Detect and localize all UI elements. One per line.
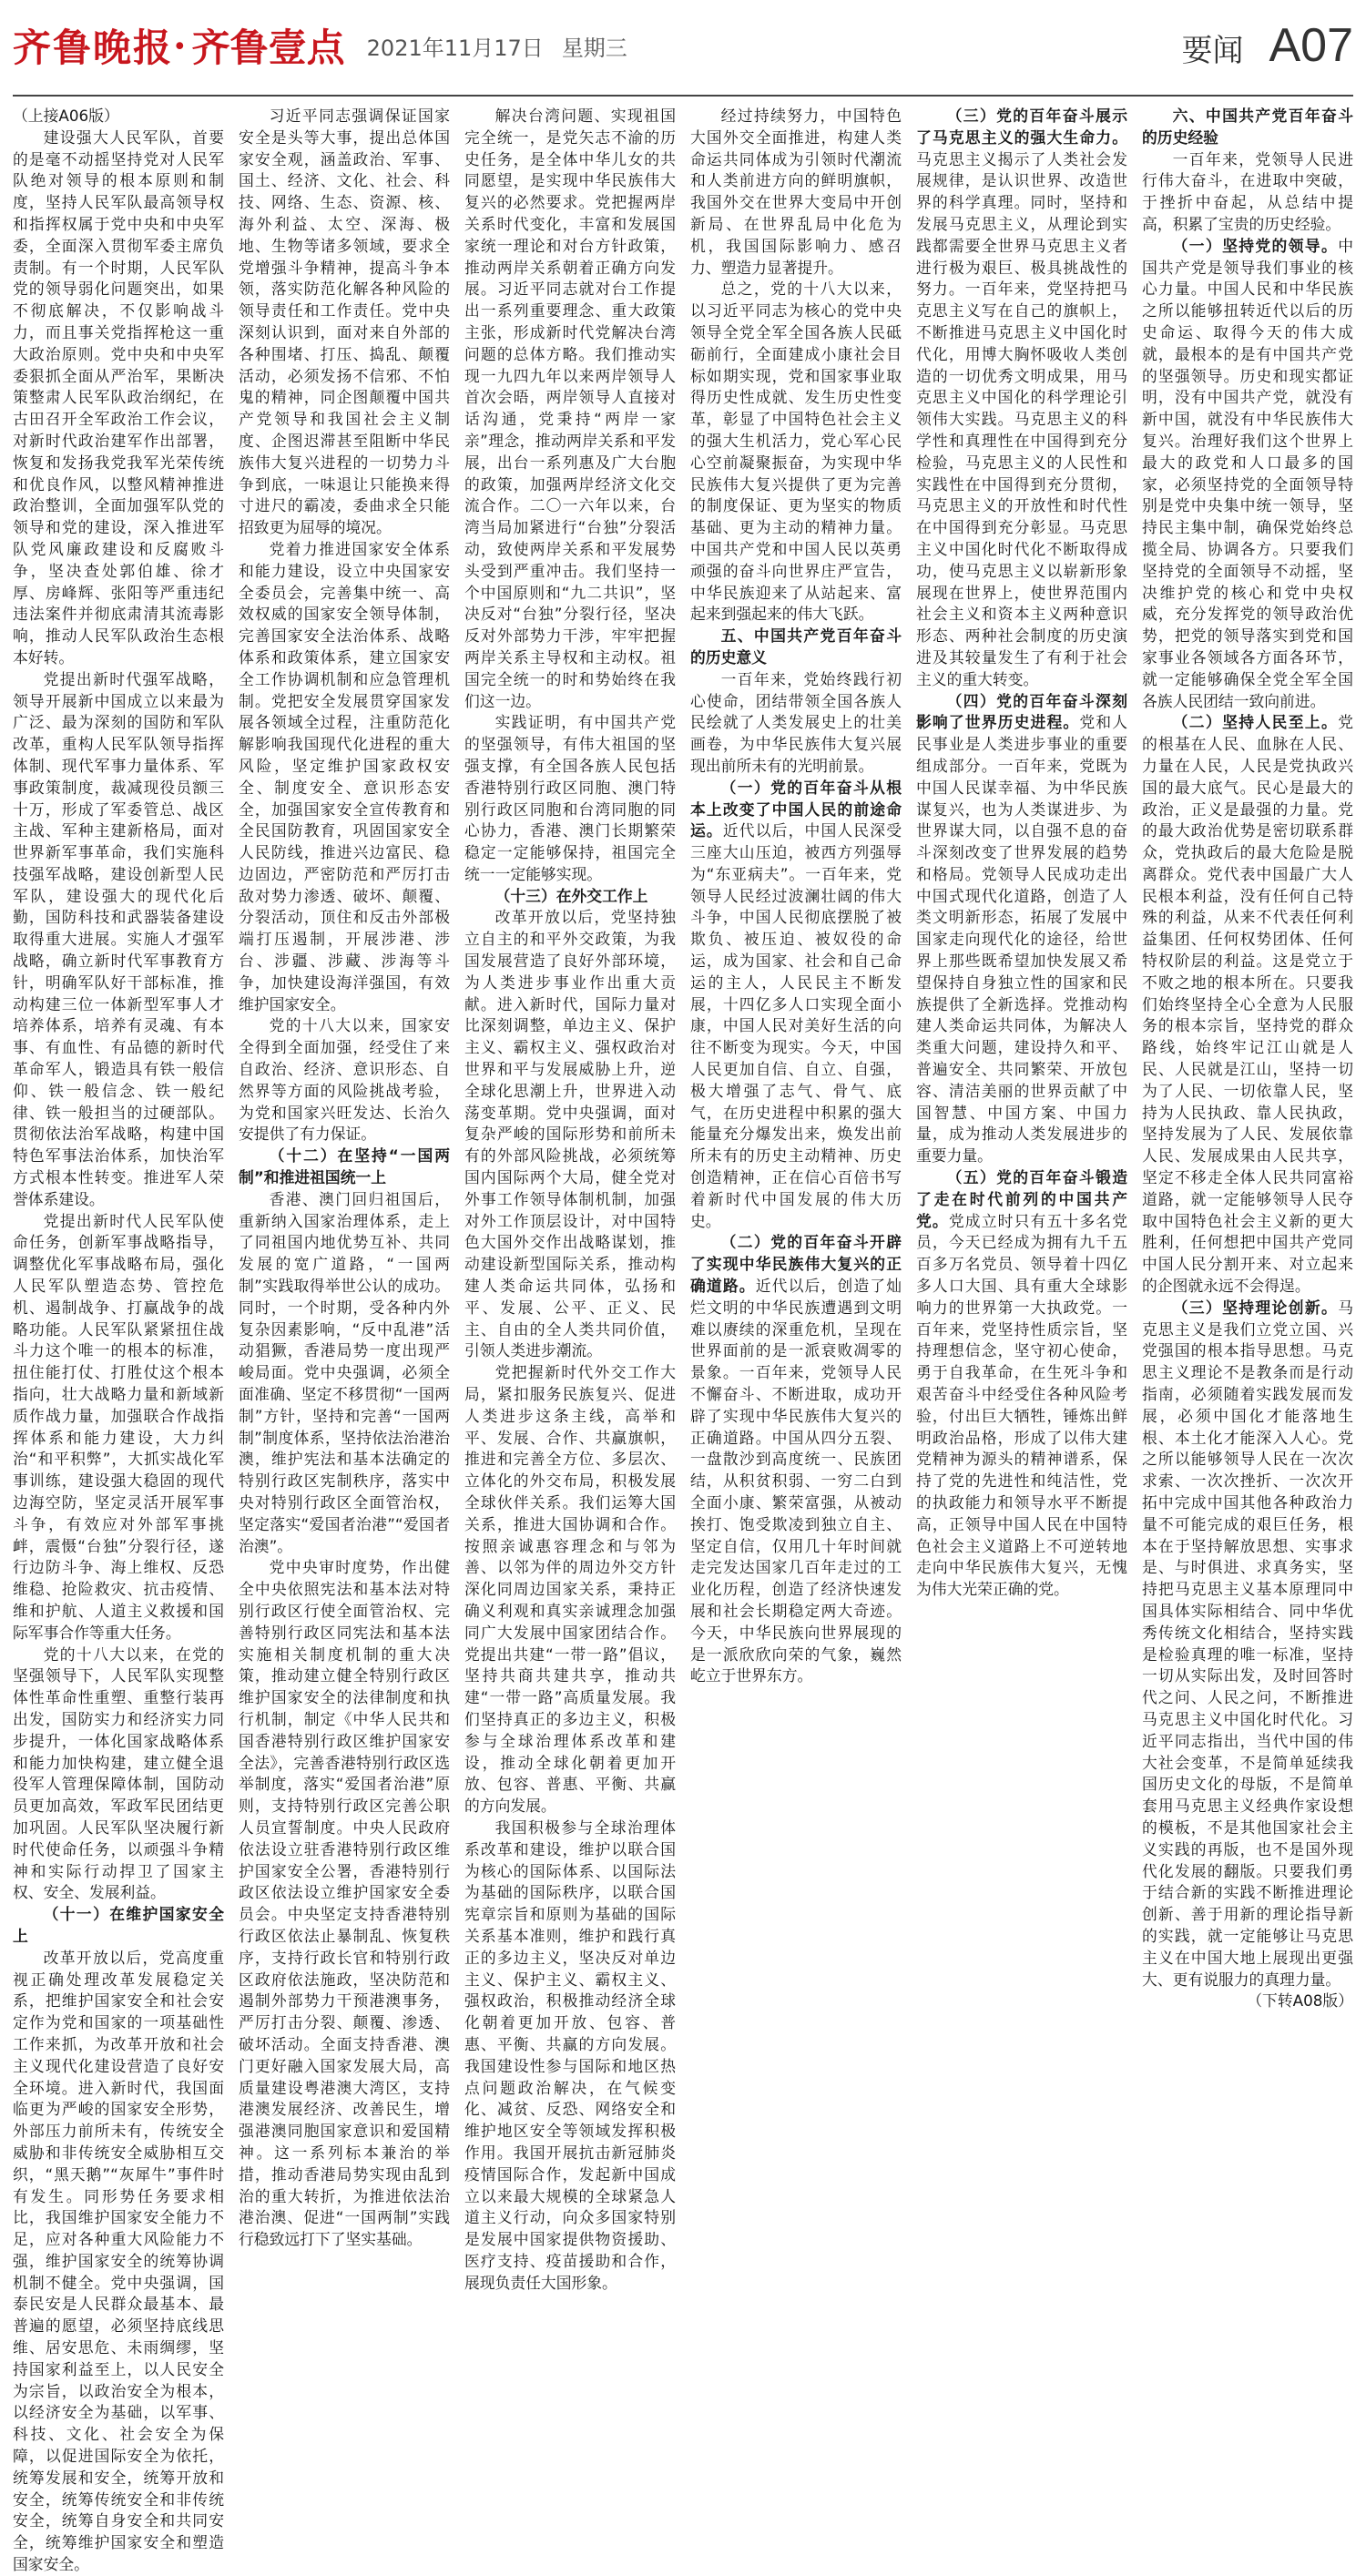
section-header bbox=[1181, 18, 1353, 73]
paragraph: 我国积极参与全球治理体系改革和建设，维护以联合国为核心的国际体系、以国际法为基础的国际秩序，以联合国宪章宗旨和原则为基础的国际关系基本准则，维护和践行真正的多边主义，坚决反对单边主义、保护主义、霸权主义、强权政治，积极推动经济全球化朝着更加开放、包容、普惠、平衡、共赢的方向发展。我国建设性参与国际和地区热点问题政治解决，在气候变化、减贫、反恐、网络安全和维护地区安全等领域发挥积极作用。我国开展抗击新冠肺炎疫情国际合作，发起新中国成立以来最大规模的全球紧急人道主义行动，向众多国家特别是发展中国家提供物资援助、医疗支持、疫苗援助和合作，展现负责任大国形象。 bbox=[464, 1817, 676, 2292]
paragraph: 建设强大人民军队，首要的是毫不动摇坚持党对人民军队绝对领导的根本原则和制度，坚持人民军队最高领导权和指挥权属于党中央和中央军委，全面深入贯彻军委主席负责制。有一个时期，人民军队党的领导弱化问题突出，如果不彻底解决，不仅影响战斗力，而且事关党指挥枪这一重大政治原则。党中央和中央军委狠抓全面从严治军，果断决策整肃人民军队政治纲纪，在古田召开全军政治工作会议，对新时代政治建军作出部署，恢复和发扬我党我军光荣传统和优良作风，以整风精神推进政治整训，全面加强军队党的领导和党的建设，深入推进军队党风廉政建设和反腐败斗争，坚决查处郭伯雄、徐才厚、房峰辉、张阳等严重违纪违法案件并彻底肃清其流毒影响，推动人民军队政治生态根本好转。 bbox=[13, 127, 224, 667]
subsection-body: 马克思主义揭示了人类社会发展规律，是认识世界、改造世界的科学真理。同时，坚持和发展马克思主义，从理论到实践都需要全世界马克思主义者进行极为艰巨、极具挑战性的努力。一百年来，党坚持把马克思主义写在自己的旗帜上，不断推进马克思主义中国化时代化，用博大胸怀吸收人类创造的一切优秀文明成果，用马克思主义中国化的科学理论引领伟大实践。马克思主义的科学性和真理性在中国得到充分检验，马克思主义的人民性和实践性在中国得到充分贯彻，马克思主义的开放性和时代性在中国得到充分彰显。马克思主义中国化时代化不断取得成功，使马克思主义以崭新形象展现在世界上，使世界范围内社会主义和资本主义两种意识形态、两种社会制度的历史演进及其较量发生了有利于社会主义的重大转变。 bbox=[916, 149, 1127, 688]
paragraph: 习近平同志强调保证国家安全是头等大事，提出总体国家安全观，涵盖政治、军事、国土、经济、文化、社会、科技、网络、生态、资源、核、海外利益、太空、深海、极地、生物等诸多领域，要求全党增强斗争精神，提高斗争本领，落实防范化解各种风险的领导责任和工作责任。党中央深刻认识到，面对来自外部的各种围堵、打压、捣乱、颠覆活动，必须发扬不信邪、不怕鬼的精神，同企图颠覆中国共产党领导和我国社会主义制度、企图迟滞甚至阻断中华民族伟大复兴进程的一切势力斗争到底，一味退让只能换来得寸进尺的霸凌，委曲求全只能招致更为屈辱的境况。 bbox=[239, 107, 450, 537]
continued-to: （下转A08版） bbox=[1247, 1991, 1353, 2011]
masthead bbox=[13, 0, 1353, 91]
paragraph: 党提出新时代人民军队使命任务，创新军事战略指导，调整优化军事战略布局，强化人民军队塑造态势、管控危机、遏制战争、打赢战争的战略功能。人民军队紧紧扭住战斗力这个唯一的根本的标准，扭住能打仗、打胜仗这个根本指向，壮大战略力量和新域新质作战力量，加强联合作战指挥体系和能力建设，大力纠治“和平积弊”，大抓实战化军事训练，建设强大稳固的现代边海空防，坚定灵活开展军事斗争，有效应对外部军事挑衅，震慑“台独”分裂行径，遂行边防斗争、海上维权、反恐维稳、抢险救灾、抗击疫情、维和护航、人道主义救援和国际军事合作等重大任务。 bbox=[13, 1211, 224, 1642]
column-1 bbox=[13, 106, 224, 2574]
continued-from: （上接A06版） bbox=[13, 107, 119, 125]
paragraph: 党提出新时代强军战略，领导开展新中国成立以来最为广泛、最为深刻的国防和军队改革，重构人民军队领导指挥体制、现代军事力量体系、军事政策制度，裁减现役员额三十万，形成了军委管总、战区主战、军种主建新格局，面对世界新军事革命，我们实施科技强军战略，建设创新型人民军队，建设强大的现代化后勤，国防科技和武器装备建设取得重大进展。实施人才强军战略，确立新时代军事教育方针，明确军队好干部标准，推动构建三位一体新型军事人才培养体系，培养有灵魂、有本事、有血性、有品德的新时代革命军人，锻造具有铁一般信仰、铁一般信念、铁一般纪律、铁一般担当的过硬部队。贯彻依法治军战略，构建中国特色军事法治体系，加快治军方式根本性转变。推进军人荣誉体系建设。 bbox=[13, 669, 224, 1208]
paragraph bbox=[690, 778, 902, 1233]
paragraph: 改革开放以后，党坚持独立自主的和平外交政策，为我国发展营造了良好外部环境，为人类进步事业作出重大贡献。进入新时代，国际力量对比深刻调整，单边主义、保护主义、霸权主义、强权政治对世界和平与发展威胁上升，逆全球化思潮上升，世界进入动荡变革期。党中央强调，面对复杂严峻的国际形势和前所未有的外部风险挑战，必须统筹国内国际两个大局，健全党对外事工作领导体制机制，加强对外工作顶层设计，对中国特色大国外交作出战略谋划，推动建设新型国际关系，推动构建人类命运共同体，弘扬和平、发展、公平、正义、民主、自由的全人类共同价值，引领人类进步潮流。 bbox=[464, 908, 676, 1360]
subsection-title: （一）党的百年奋斗从根本上改变了中国人民的前途命运。 bbox=[690, 778, 902, 840]
paragraph: 党中央审时度势，作出健全中央依照宪法和基本法对特别行政区行使全面管治权、完善特别行政区同宪法和基本法实施相关制度机制的重大决策，推动建立健全特别行政区维护国家安全的法律制度和执行机制，制定《中华人民共和国香港特别行政区维护国家安全法》，完善香港特别行政区选举制度，落实“爱国者治港”原则，支持特别行政区完善公职人员宣誓制度。中央人民政府依法设立驻香港特别行政区维护国家安全公署，香港特别行政区依法设立维护国家安全委员会。中央坚定支持香港特别行政区依法止暴制乱、恢复秩序，支持行政长官和特别行政区政府依法施政，坚决防范和遏制外部势力干预港澳事务，严厉打击分裂、颠覆、渗透、破坏活动。全面支持香港、澳门更好融入国家发展大局，高质量建设粤港澳大湾区，支持港澳发展经济、改善民生，增强港澳同胞国家意识和爱国精神。这一系列标本兼治的举措，推动香港局势实现由乱到治的重大转折，为推进依法治港治澳、促进“一国两制”实践行稳致远打下了坚实基础。 bbox=[239, 1558, 450, 2249]
subsection-body: 中国共产党是领导我们事业的核心力量。中国人民和中华民族之所以能够扭转近代以后的历史命运、取得今天的伟大成就，最根本的是有中国共产党的坚强领导。历史和现实都证明，没有中国共产党，就没有新中国，就没有中华民族伟大复兴。治理好我们这个世界上最大的政党和人口最多的国家，必须坚持党的全面领导特别是党中央集中统一领导，坚持民主集中制，确保党始终总揽全局、协调各方。只要我们坚持党的全面领导不动摇，坚决维护党的核心和党中央权威，充分发挥党的领导政治优势，把党的领导落实到党和国家事业各领域各方面各环节，就一定能够确保全党全军全国各族人民团结一致向前进。 bbox=[1142, 236, 1353, 710]
paragraph: 改革开放以后，党高度重视正确处理改革发展稳定关系，把维护国家安全和社会安定作为党和国家的一项基础性工作来抓，为改革开放和社会主义现代化建设营造了良好安全环境。进入新时代，我国面临更为严峻的国家安全形势，外部压力前所未有，传统安全威胁和非传统安全威胁相互交织，“黑天鹅”“灰犀牛”事件时有发生。同形势任务要求相比，我国维护国家安全能力不足，应对各种重大风险能力不强，维护国家安全的统筹协调机制不健全。党中央强调，国泰民安是人民群众最基本、最普遍的愿望，必须坚持底线思维、居安思危、未雨绸缪，坚持国家利益至上，以人民安全为宗旨，以政治安全为根本，以经济安全为基础，以军事、科技、文化、社会安全为保障，以促进国际安全为依托，统筹发展和安全，统筹开放和安全，统筹传统安全和非传统安全，统筹自身安全和共同安全，统筹维护国家安全和塑造国家安全。 bbox=[13, 1948, 224, 2574]
paragraph: 党的十八大以来，在党的坚强领导下，人民军队实现整体性革命性重塑、重整行装再出发，国防实力和经济实力同步提升，一体化国家战略体系和能力加快构建，建立健全退役军人管理保障体制，国防动员更加高效，军政军民团结更加巩固。人民军队坚决履行新时代使命任务，以顽强斗争精神和实际行动捍卫了国家主权、安全、发展利益。 bbox=[13, 1644, 224, 1902]
paragraph bbox=[690, 1232, 902, 1687]
column-2 bbox=[239, 106, 450, 2249]
logo-separator: · bbox=[173, 23, 189, 68]
subsection-title: （五）党的百年奋斗锻造了走在时代前列的中国共产党。 bbox=[916, 1168, 1127, 1230]
article-body bbox=[13, 106, 1353, 2574]
section-heading: 五、中国共产党百年奋斗的历史意义 bbox=[690, 626, 902, 667]
subsection-body: 马克思主义是我们立党立国、兴党强国的根本指导思想。马克思主义理论不是教条而是行动指南，必须随着实践发展而发展，必须中国化才能落地生根、本土化才能深入人心。党之所以能够领导人民在一次次求索、一次次挫折、一次次开拓中完成中国其他各种政治力量不可能完成的艰巨任务，根本在于坚持解放思想、实事求是、与时俱进、求真务实，坚持把马克思主义基本原理同中国具体实际相结合、同中华优秀传统文化相结合，坚持实践是检验真理的唯一标准，坚持一切从实际出发，及时回答时代之问、人民之问，不断推进马克思主义中国化时代化。习近平同志指出，当代中国的伟大社会变革，不是简单延续我国历史文化的母版，不是简单套用马克思主义经典作家设想的模板，不是其他国家社会主义实践的再版，也不是国外现代化发展的翻版。只要我们勇于结合新的实践不断推进理论创新、善于用新的理论指导新的实践，就一定能够让马克思主义在中国大地上展现出更强大、更有说服力的真理力量。 bbox=[1142, 1298, 1353, 1989]
paragraph bbox=[916, 106, 1127, 691]
section-heading: 六、中国共产党百年奋斗的历史经验 bbox=[1142, 107, 1353, 147]
paragraph: 一百年来，党领导人民进行伟大奋斗，在进取中突破，于挫折中奋起，从总结中提高，积累了宝贵的历史经验。 bbox=[1142, 149, 1353, 233]
subsection-body: 近代以后，创造了灿烂文明的中华民族遭遇到文明难以赓续的深重危机，呈现在世界面前的是一派衰败凋零的景象。一百年来，党领导人民不懈奋斗、不断进取，成功开辟了实现中华民族伟大复兴的正确道路。中国从四分五裂、一盘散沙到高度统一、民族团结，从积贫积弱、一穷二白到全面小康、繁荣富强，从被动挨打、饱受欺凌到独立自主、坚定自信，仅用几十年时间就走完发达国家几百年走过的工业化历程，创造了经济快速发展和社会长期稳定两大奇迹。今天，中华民族向世界展现的是一派欣欣向荣的气象，巍然屹立于世界东方。 bbox=[690, 1277, 902, 1685]
column-3 bbox=[464, 106, 676, 2292]
paragraph: 解决台湾问题、实现祖国完全统一，是党矢志不渝的历史任务，是全体中华儿女的共同愿望，是实现中华民族伟大复兴的必然要求。党把握两岸关系时代变化，丰富和发展国家统一理论和对台方针政策，推动两岸关系朝着正确方向发展。习近平同志就对台工作提出一系列重要理念、重大政策主张，形成新时代党解决台湾问题的总体方略。我们推动实现一九四九年以来两岸领导人首次会晤，两岸领导人直接对话沟通，党秉持“两岸一家亲”理念，推动两岸关系和平发展，出台一系列惠及广大台胞的政策，加强两岸经济文化交流合作。二〇一六年以来，台湾当局加紧进行“台独”分裂活动，致使两岸关系和平发展势头受到严重冲击。我们坚持一个中国原则和“九二共识”，坚决反对“台独”分裂行径，坚决反对外部势力干涉，牢牢把握两岸关系主导权和主动权。祖国完全统一的时和势始终在我们这一边。 bbox=[464, 107, 676, 710]
section-name: 要闻 bbox=[1181, 33, 1244, 69]
subsection-body: 党成立时只有五十多名党员，今天已经成为拥有九千五百多万名党员、领导着十四亿多人口大国、具有重大全球影响力的世界第一大执政党。一百年来，党坚持性质宗旨，坚持理想信念，坚守初心使命，勇于自我革命，在生死斗争和艰苦奋斗中经受住各种风险考验，付出巨大牺牲，锤炼出鲜明政治品格，形成了以伟大建党精神为源头的精神谱系，保持了党的先进性和纯洁性，党的执政能力和领导水平不断提高，正领导中国人民在中国特色社会主义道路上不可逆转地走向中华民族伟大复兴，无愧为伟大光荣正确的党。 bbox=[916, 1211, 1127, 1599]
paragraph: 党着力推进国家安全体系和能力建设，设立中央国家安全委员会，完善集中统一、高效权威的国家安全领导体制，完善国家安全法治体系、战略体系和政策体系，建立国家安全工作协调机制和应急管理机制。党把安全发展贯穿国家发展各领域全过程，注重防范化解影响我国现代化进程的重大风险，坚定维护国家政权安全、制度安全、意识形态安全，加强国家安全宣传教育和全民国防教育，巩固国家安全人民防线，推进兴边富民、稳边固边，严密防范和严厉打击敌对势力渗透、破坏、颠覆、分裂活动，顶住和反击外部极端打压遏制，开展涉港、涉台、涉疆、涉藏、涉海等斗争，加快建设海洋强国，有效维护国家安全。 bbox=[239, 539, 450, 1013]
column-5 bbox=[916, 106, 1127, 2189]
paragraph: 总之，党的十八大以来，以习近平同志为核心的党中央领导全党全军全国各族人民砥砺前行，全面建成小康社会目标如期实现，党和国家事业取得历史性成就、发生历史性变革，彰显了中国特色社会主义的强大生机活力，党心军心民心空前凝聚振奋，为实现中华民族伟大复兴提供了更为完善的制度保证、更为坚实的物质基础、更为主动的精神力量。中国共产党和中国人民以英勇顽强的奋斗向世界庄严宣告，中华民族迎来了从站起来、富起来到强起来的伟大飞跃。 bbox=[690, 280, 902, 624]
subsection-title: （四）党的百年奋斗深刻影响了世界历史进程。 bbox=[916, 691, 1127, 732]
subsection-title: （三）党的百年奋斗展示了马克思主义的强大生命力。 bbox=[916, 107, 1127, 147]
issue-weekday: 星期三 bbox=[561, 35, 627, 61]
issue-date: 2021年11月17日 bbox=[366, 35, 544, 61]
subsection-body: 近代以后，中国人民深受三座大山压迫，被西方列强辱为“东亚病夫”。一百年来，党领导人民经过波澜壮阔的伟大斗争，中国人民彻底摆脱了被欺负、被压迫、被奴役的命运，成为国家、社会和自己命运的主人，人民民主不断发展，十四亿多人口实现全面小康，中国人民对美好生活的向往不断变为现实。今天，中国人民更加自信、自立、自强，极大增强了志气、骨气、底气，在历史进程中积累的强大能量充分爆发出来，焕发出前所未有的历史主动精神、历史创造精神，正在信心百倍书写着新时代中国发展的伟大历史。 bbox=[690, 821, 902, 1230]
paragraph: 党把握新时代外交工作大局，紧扣服务民族复兴、促进人类进步这条主线，高举和平、发展、合作、共赢旗帜，推进和完善全方位、多层次、立体化的外交布局，积极发展全球伙伴关系。我们运筹大国关系，推进大国协调和合作。按照亲诚惠容理念和与邻为善、以邻为伴的周边外交方针深化同周边国家关系，秉持正确义利观和真实亲诚理念加强同广大发展中国家团结合作。党提出共建“一带一路”倡议，坚持共商共建共享，推动共建“一带一路”高质量发展。我们坚持真正的多边主义，积极参与全球治理体系改革和建设，推动全球化朝着更加开放、包容、普惠、平衡、共赢的方向发展。 bbox=[464, 1363, 676, 1816]
paragraph bbox=[916, 691, 1127, 1168]
section-heading: （十三）在外交工作上 bbox=[494, 886, 648, 905]
paragraph bbox=[1142, 712, 1353, 1298]
subsection-title: （二）党的百年奋斗开辟了实现中华民族伟大复兴的正确道路。 bbox=[690, 1233, 902, 1296]
header-divider bbox=[13, 95, 1353, 97]
paragraph: 实践证明，有中国共产党的坚强领导，有伟大祖国的坚强支撑，有全国各族人民包括香港特别行政区同胞、澳门特别行政区同胞和台湾同胞的同心协力，香港、澳门长期繁荣稳定一定能够保持，祖国完全统一一定能够实现。 bbox=[464, 713, 676, 883]
page-number: A07 bbox=[1269, 19, 1353, 72]
paragraph: 党的十八大以来，国家安全得到全面加强，经受住了来自政治、经济、意识形态、自然界等方面的风险挑战考验，为党和国家兴旺发达、长治久安提供了有力保证。 bbox=[239, 1016, 450, 1144]
subsection-body: 党的根基在人民、血脉在人民、力量在人民，人民是党执政兴国的最大底气。民心是最大的政治，正义是最强的力量。党的最大政治优势是密切联系群众，党执政后的最大危险是脱离群众。党代表中国最广大人民根本利益，没有任何自己特殊的利益，从来不代表任何利益集团、任何权势团体、任何特权阶层的利益。这是党立于不败之地的根本所在。只要我们始终坚持全心全意为人民服务的根本宗旨，坚持党的群众路线，始终牢记江山就是人民、人民就是江山，坚持一切为了人民、一切依靠人民，坚持为人民执政、靠人民执政，坚持发展为了人民、发展依靠人民、发展成果由人民共享，坚定不移走全体人民共同富裕道路，就一定能够领导人民夺取中国特色社会主义新的更大胜利，任何想把中国共产党同中国人民分割开来、对立起来的企图就永远不会得逞。 bbox=[1142, 713, 1353, 1296]
subsection-title: （三）坚持理论创新。 bbox=[1172, 1298, 1339, 1317]
subsection-body: 党和人民事业是人类进步事业的重要组成部分。一百年来，党既为中国人民谋幸福、为中华民族谋复兴，也为人类谋进步、为世界谋大同，以自强不息的奋斗深刻改变了世界发展的趋势和格局。党领导人民成功走出中国式现代化道路，创造了人类文明新形态，拓展了发展中国家走向现代化的途径，给世界上那些既希望加快发展又希望保持自身独立性的国家和民族提供了全新选择。党推动构建人类命运共同体，为解决人类重大问题，建设持久和平、普遍安全、共同繁荣、开放包容、清洁美丽的世界贡献了中国智慧、中国方案、中国力量，成为推动人类发展进步的重要力量。 bbox=[916, 713, 1127, 1166]
paragraph: 经过持续努力，中国特色大国外交全面推进，构建人类命运共同体成为引领时代潮流和人类前进方向的鲜明旗帜，我国外交在世界大变局中开创新局、在世界乱局中化危为机，我国国际影响力、感召力、塑造力显著提升。 bbox=[690, 107, 902, 277]
paragraph: 香港、澳门回归祖国后，重新纳入国家治理体系，走上了同祖国内地优势互补、共同发展的宽广道路，“一国两制”实践取得举世公认的成功。同时，一个时期，受各种内外复杂因素影响，“反中乱港”活动猖獗，香港局势一度出现严峻局面。党中央强调，必须全面准确、坚定不移贯彻“一国两制”方针，坚持和完善“一国两制”制度体系，坚持依法治港治澳，维护宪法和基本法确定的特别行政区宪制秩序，落实中央对特别行政区全面管治权，坚定落实“爱国者治港”“爱国者治澳”。 bbox=[239, 1189, 450, 1555]
newspaper-logo: 齐鲁晚报 bbox=[13, 25, 174, 70]
paragraph bbox=[1142, 236, 1353, 713]
issue-meta bbox=[367, 30, 627, 62]
section-heading: （十一）在维护国家安全上 bbox=[13, 1905, 224, 1945]
paragraph bbox=[1142, 1298, 1353, 1991]
column-6 bbox=[1142, 106, 1353, 2189]
subsection-title: （二）坚持人民至上。 bbox=[1172, 713, 1339, 732]
paragraph: 一百年来，党始终践行初心使命，团结带领全国各族人民绘就了人类发展史上的壮美画卷，为中华民族伟大复兴展现出前所未有的光明前景。 bbox=[690, 669, 902, 775]
section-heading: （十二）在坚持“一国两制”和推进祖国统一上 bbox=[239, 1146, 450, 1187]
column-4 bbox=[690, 106, 902, 2189]
subsection-title: （一）坚持党的领导。 bbox=[1172, 236, 1339, 255]
app-logo: 齐鲁壹点 bbox=[191, 25, 345, 70]
paragraph bbox=[916, 1167, 1127, 1601]
